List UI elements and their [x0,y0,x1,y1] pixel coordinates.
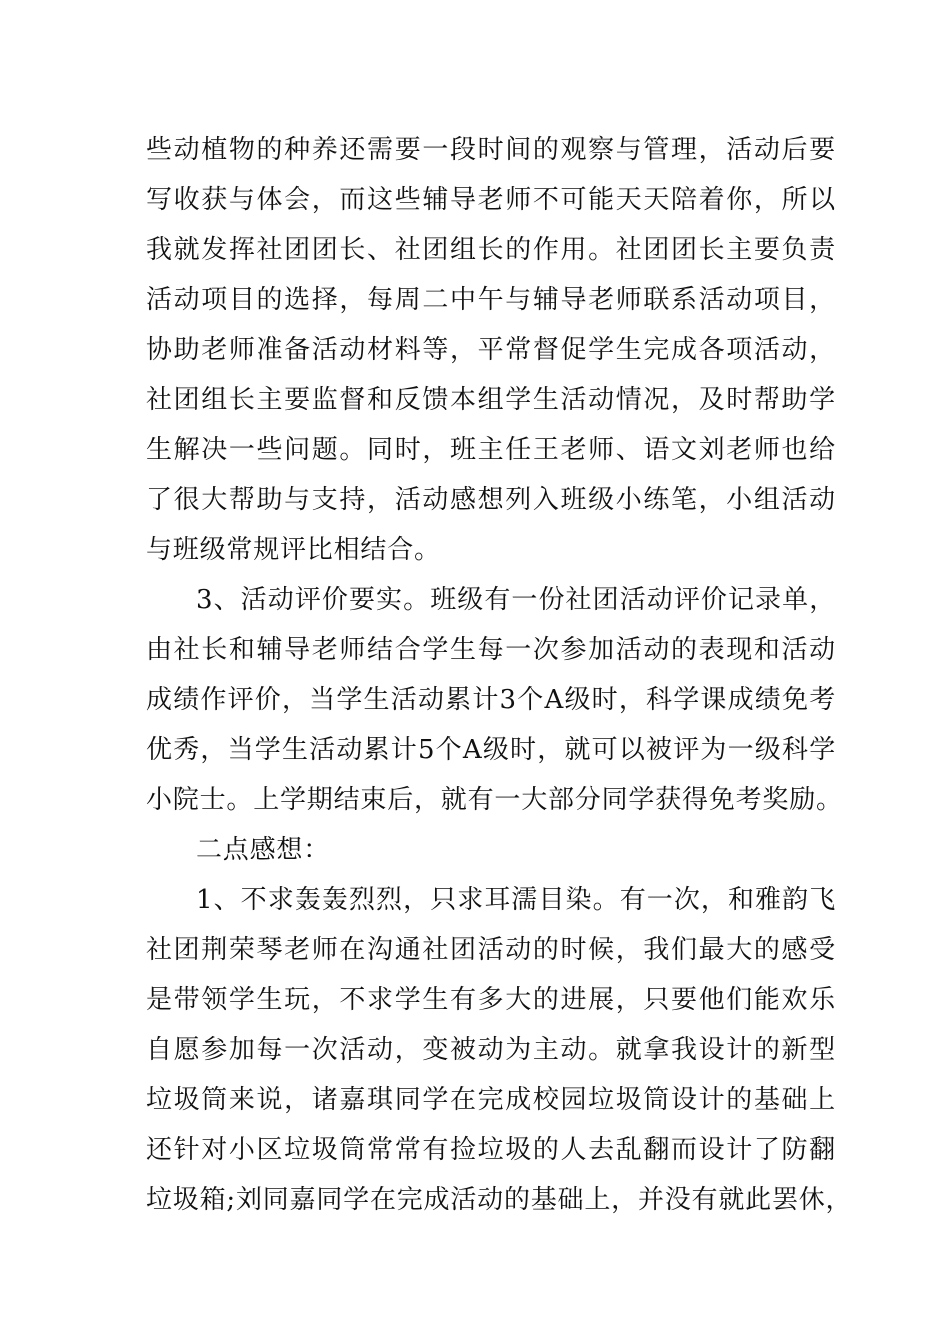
paragraph-line: 由社长和辅导老师结合学生每一次参加活动的表现和活动 [146,635,836,665]
paragraph-line: 小院士。上学期结束后，就有一大部分同学获得免考奖励。 [146,785,843,815]
paragraph-line: 优秀，当学生活动累计5个A级时，就可以被评为一级科学 [146,735,836,765]
paragraph-line: 写收获与体会，而这些辅导老师不可能天天陪着你，所以 [146,185,836,215]
section-heading: 二点感想： [196,835,331,865]
paragraph-line: 是带领学生玩，不求学生有多大的进展，只要他们能欢乐 [146,985,836,1015]
paragraph-line: 社团荆荣琴老师在沟通社团活动的时候，我们最大的感受 [146,935,836,965]
paragraph-first-line: 1、不求轰轰烈烈，只求耳濡目染。有一次，和雅韵飞 [196,885,836,915]
paragraph-line: 自愿参加每一次活动，变被动为主动。就拿我设计的新型 [146,1035,836,1065]
paragraph-line: 协助老师准备活动材料等，平常督促学生完成各项活动， [146,335,836,365]
paragraph-line: 垃圾箱;刘同嘉同学在完成活动的基础上，并没有就此罢休， [146,1185,853,1215]
paragraph-line: 还针对小区垃圾筒常常有捡垃圾的人去乱翻而设计了防翻 [146,1135,836,1165]
paragraph-line: 社团组长主要监督和反馈本组学生活动情况，及时帮助学 [146,385,836,415]
paragraph-line: 垃圾筒来说，诸嘉琪同学在完成校园垃圾筒设计的基础上 [146,1085,836,1115]
paragraph-line: 成绩作评价，当学生活动累计3个A级时，科学课成绩免考 [146,685,836,715]
paragraph-line: 了很大帮助与支持，活动感想列入班级小练笔，小组活动 [146,485,836,515]
paragraph-first-line: 3、活动评价要实。班级有一份社团活动评价记录单， [196,585,836,615]
paragraph-line: 些动植物的种养还需要一段时间的观察与管理，活动后要 [146,135,836,165]
paragraph-line: 与班级常规评比相结合。 [146,535,441,565]
paragraph-line: 生解决一些问题。同时，班主任王老师、语文刘老师也给 [146,435,836,465]
paragraph-line: 我就发挥社团团长、社团组长的作用。社团团长主要负责 [146,235,836,265]
paragraph-line: 活动项目的选择，每周二中午与辅导老师联系活动项目， [146,285,836,315]
